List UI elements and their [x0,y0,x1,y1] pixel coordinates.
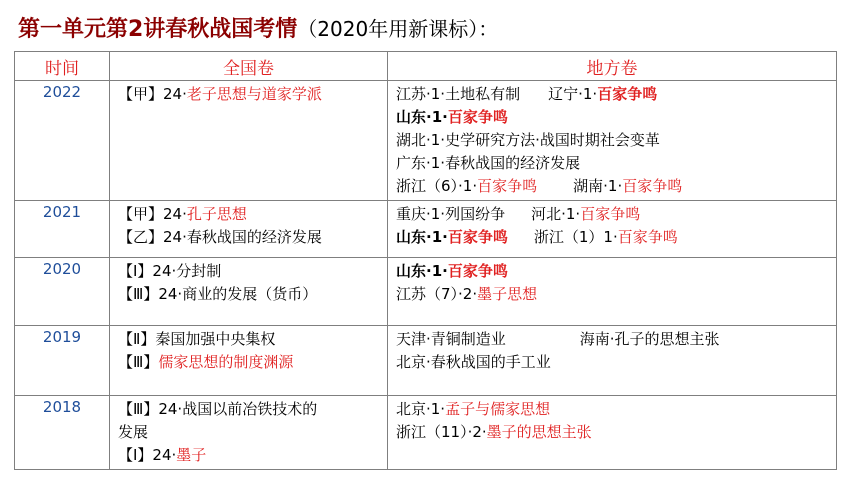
cell-line [118,444,383,467]
cell-text: 辽宁·1· [548,85,598,103]
cell-line [396,129,832,152]
local-cell [388,81,837,201]
cell-text: 海南·孔子的思想主张 [579,330,720,348]
table-row [15,81,837,201]
cell-line [118,398,383,421]
cell-text: 发展 [118,423,149,441]
exam-table [14,51,837,470]
header-time: 时间 [15,52,110,81]
cell-line [396,83,832,106]
cell-line [118,351,383,374]
cell-line [118,260,383,283]
cell-line [118,328,383,351]
cell-line [396,328,832,351]
topic-highlight: 百家争鸣 [622,177,683,195]
cell-text: 广东·1·春秋战国的经济发展 [396,154,581,172]
title-main: 第一单元第2讲春秋战国考情 [18,17,298,42]
table-row [15,201,837,258]
cell-text: 湖南·1· [573,177,623,195]
local-cell [388,201,837,258]
cell-text: 湖北·1·史学研究方法·战国时期社会变革 [396,131,660,149]
national-cell [110,258,388,326]
year-cell: 2021 [15,201,110,258]
topic-highlight: 百家争鸣 [447,108,508,126]
header-national: 全国卷 [110,52,388,81]
cell-text: 【Ⅰ】24· [118,446,177,464]
year-cell: 2022 [15,81,110,201]
cell-text: 山东·1· [396,108,448,126]
cell-line [118,283,383,306]
cell-line [396,351,832,374]
year-cell: 2020 [15,258,110,326]
topic-highlight: 百家争鸣 [447,262,508,280]
cell-line [396,260,832,283]
topic-highlight: 百家争鸣 [617,228,678,246]
table-row [15,326,837,396]
cell-text: 【Ⅲ】24·商业的发展（货币） [118,285,318,303]
local-cell [388,326,837,396]
cell-line [118,83,383,106]
cell-line [396,106,832,129]
topic-highlight: 百家争鸣 [597,85,658,103]
cell-line [396,226,832,249]
local-cell [388,258,837,326]
cell-line [118,226,383,249]
local-cell [388,396,837,470]
cell-text: 重庆·1·列国纷争 [396,205,506,223]
topic-highlight: 百家争鸣 [580,205,641,223]
header-local: 地方卷 [388,52,837,81]
cell-text: 【Ⅲ】24·战国以前冶铁技术的 [118,400,318,418]
cell-line [396,175,832,198]
cell-text: 【Ⅱ】秦国加强中央集权 [118,330,276,348]
cell-text: 北京·春秋战国的手工业 [396,353,551,371]
cell-text: 浙江（6）·1· [396,177,478,195]
table-row [15,396,837,470]
cell-text: 浙江（11）·2· [396,423,487,441]
topic-highlight: 墨子思想 [477,285,538,303]
topic-highlight: 儒家思想的制度渊源 [158,353,294,371]
cell-text: 江苏（7）·2· [396,285,478,303]
year-cell: 2018 [15,396,110,470]
cell-text: 河北·1· [531,205,581,223]
cell-text: 【Ⅰ】24·分封制 [118,262,222,280]
topic-highlight: 百家争鸣 [477,177,538,195]
cell-text: 【Ⅲ】 [118,353,159,371]
national-cell [110,396,388,470]
cell-text: 山东·1· [396,228,448,246]
national-cell [110,81,388,201]
year-cell: 2019 [15,326,110,396]
cell-text: 浙江（1）1· [533,228,618,246]
cell-line [396,421,832,444]
cell-line [396,398,832,421]
topic-highlight: 百家争鸣 [447,228,508,246]
cell-text: 天津·青铜制造业 [396,330,506,348]
cell-text: 【甲】24· [118,205,187,223]
topic-highlight: 墨子的思想主张 [486,423,592,441]
cell-line [118,421,383,444]
table-body [15,81,837,470]
cell-line [396,203,832,226]
topic-highlight: 老子思想与道家学派 [186,85,322,103]
table-row [15,258,837,326]
cell-line [396,283,832,306]
cell-text: 【甲】24· [118,85,187,103]
cell-line [396,152,832,175]
page-title [18,12,498,43]
title-sub: （2020年用新课标）： [297,17,499,41]
cell-text: 江苏·1·土地私有制 [396,85,521,103]
national-cell [110,201,388,258]
cell-line [118,203,383,226]
cell-text: 山东·1· [396,262,448,280]
cell-text: 【乙】24·春秋战国的经济发展 [118,228,322,246]
national-cell [110,326,388,396]
cell-text: 北京·1· [396,400,446,418]
topic-highlight: 孔子思想 [186,205,247,223]
header-row [15,52,837,81]
topic-highlight: 孟子与儒家思想 [445,400,551,418]
topic-highlight: 墨子 [176,446,207,464]
